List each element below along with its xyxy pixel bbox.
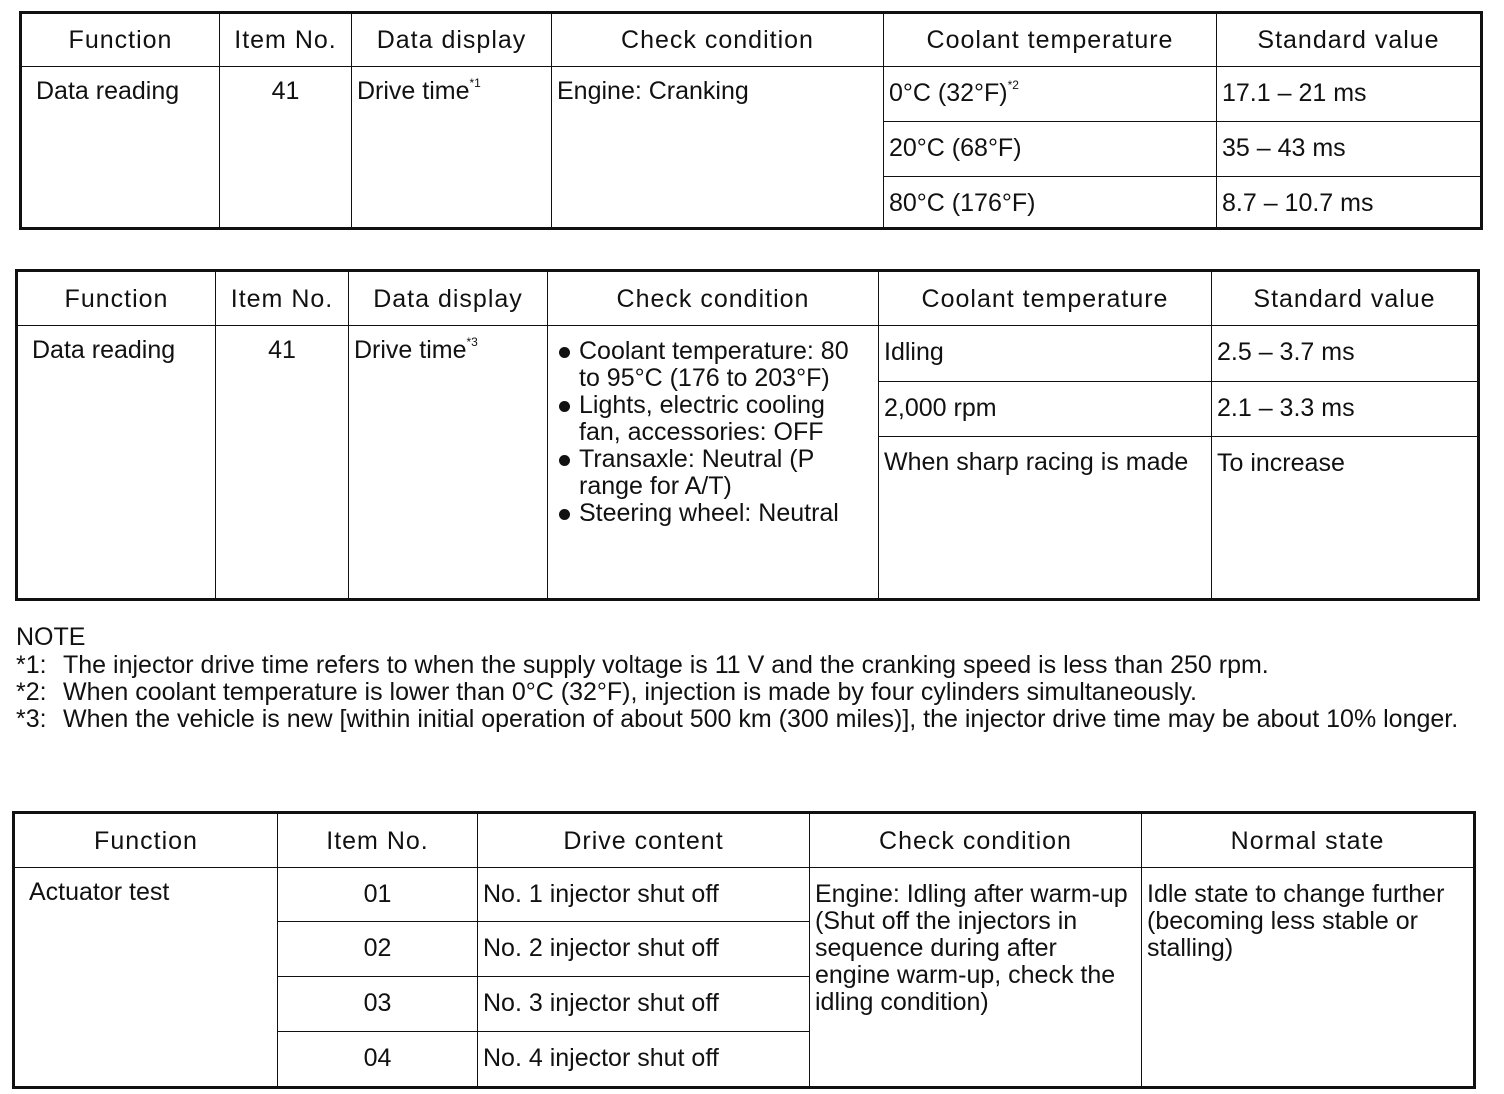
item-no-cell: 04 — [278, 1032, 478, 1088]
coolant-temp-cell: 2,000 rpm — [879, 382, 1212, 437]
note-mark: *1: — [16, 651, 47, 679]
coolant-temp-cell: When sharp racing is made — [879, 437, 1212, 600]
note-title: NOTE — [16, 623, 86, 651]
coolant-temp-cell: 80°C (176°F) — [884, 177, 1217, 229]
function-cell: Data reading — [17, 326, 216, 600]
coolant-temp-cell — [884, 67, 1217, 122]
list-item: Coolant temperature: 80 to 95°C (176 to 203°F) — [553, 338, 873, 392]
header-drive-content: Drive content — [478, 813, 810, 868]
normal-state-cell: Idle state to change further (becoming less stable or stalling) — [1142, 868, 1475, 1088]
standard-value-cell: 2.5 – 3.7 ms — [1212, 326, 1479, 382]
table-row — [21, 67, 1482, 122]
drive-content-cell: No. 4 injector shut off — [478, 1032, 810, 1088]
footnote-mark: *2 — [1007, 78, 1019, 92]
header-normal-state: Normal state — [1142, 813, 1475, 868]
standard-value-cell: To increase — [1212, 437, 1479, 600]
check-condition-list — [553, 338, 873, 527]
data-display-text: Drive time — [354, 336, 467, 364]
list-item: Lights, electric cooling fan, accessories: OFF — [553, 392, 873, 446]
standard-value-cell: 35 – 43 ms — [1217, 122, 1482, 177]
actuator-test-table — [12, 811, 1476, 1089]
cranking-drive-time-table — [19, 11, 1483, 230]
data-display-text: Drive time — [357, 77, 470, 105]
list-item: Transaxle: Neutral (P range for A/T) — [553, 446, 873, 500]
header-check-condition: Check condition — [552, 13, 884, 67]
drive-content-cell: No. 1 injector shut off — [478, 868, 810, 922]
coolant-temp-cell: 20°C (68°F) — [884, 122, 1217, 177]
table-header-row — [21, 13, 1482, 67]
header-function: Function — [14, 813, 278, 868]
coolant-temp-text: 0°C (32°F) — [889, 79, 1008, 107]
header-coolant-temperature: Coolant temperature — [884, 13, 1217, 67]
header-function: Function — [21, 13, 220, 67]
header-item-no: Item No. — [216, 271, 349, 326]
header-item-no: Item No. — [278, 813, 478, 868]
item-no-cell: 41 — [216, 326, 349, 600]
header-coolant-temperature: Coolant temperature — [879, 271, 1212, 326]
item-no-cell: 01 — [278, 868, 478, 922]
header-check-condition: Check condition — [548, 271, 879, 326]
function-cell: Data reading — [21, 67, 220, 229]
note-section — [16, 622, 1486, 733]
standard-value-cell: 8.7 – 10.7 ms — [1217, 177, 1482, 229]
header-item-no: Item No. — [220, 13, 352, 67]
item-no-cell: 02 — [278, 922, 478, 977]
drive-content-cell: No. 3 injector shut off — [478, 977, 810, 1032]
check-condition-cell: Engine: Cranking — [552, 67, 884, 229]
note-text: The injector drive time refers to when the supply voltage is 11 V and the cranking speed is less than 250 rpm. — [63, 651, 1269, 679]
coolant-temp-cell: Idling — [879, 326, 1212, 382]
note-item — [16, 652, 1486, 679]
data-display-cell — [352, 67, 552, 229]
drive-content-cell: No. 2 injector shut off — [478, 922, 810, 977]
note-mark: *3: — [16, 705, 47, 733]
function-cell: Actuator test — [14, 868, 278, 1088]
table-row — [14, 868, 1475, 922]
item-no-cell: 41 — [220, 67, 352, 229]
table-row — [17, 326, 1479, 382]
footnote-mark: *3 — [466, 335, 478, 349]
standard-value-cell: 17.1 – 21 ms — [1217, 67, 1482, 122]
note-item — [16, 706, 1486, 733]
note-text: When the vehicle is new [within initial operation of about 500 km (300 miles)], the injector drive time may be about 10% longer. — [63, 705, 1459, 733]
list-item: Steering wheel: Neutral — [553, 500, 873, 527]
table-header-row — [14, 813, 1475, 868]
note-mark: *2: — [16, 678, 47, 706]
header-data-display: Data display — [352, 13, 552, 67]
standard-value-cell: 2.1 – 3.3 ms — [1212, 382, 1479, 437]
data-display-cell — [349, 326, 548, 600]
header-check-condition: Check condition — [810, 813, 1142, 868]
check-condition-cell — [548, 326, 879, 600]
footnote-mark: *1 — [469, 76, 481, 90]
note-item — [16, 679, 1486, 706]
table-header-row — [17, 271, 1479, 326]
header-function: Function — [17, 271, 216, 326]
header-standard-value: Standard value — [1212, 271, 1479, 326]
header-standard-value: Standard value — [1217, 13, 1482, 67]
header-data-display: Data display — [349, 271, 548, 326]
check-condition-cell: Engine: Idling after warm-up (Shut off the injectors in sequence during after engine warm-up, check the idling condition) — [810, 868, 1142, 1088]
idling-drive-time-table — [15, 269, 1480, 601]
item-no-cell: 03 — [278, 977, 478, 1032]
note-text: When coolant temperature is lower than 0°C (32°F), injection is made by four cylinders simultaneously. — [63, 678, 1197, 706]
